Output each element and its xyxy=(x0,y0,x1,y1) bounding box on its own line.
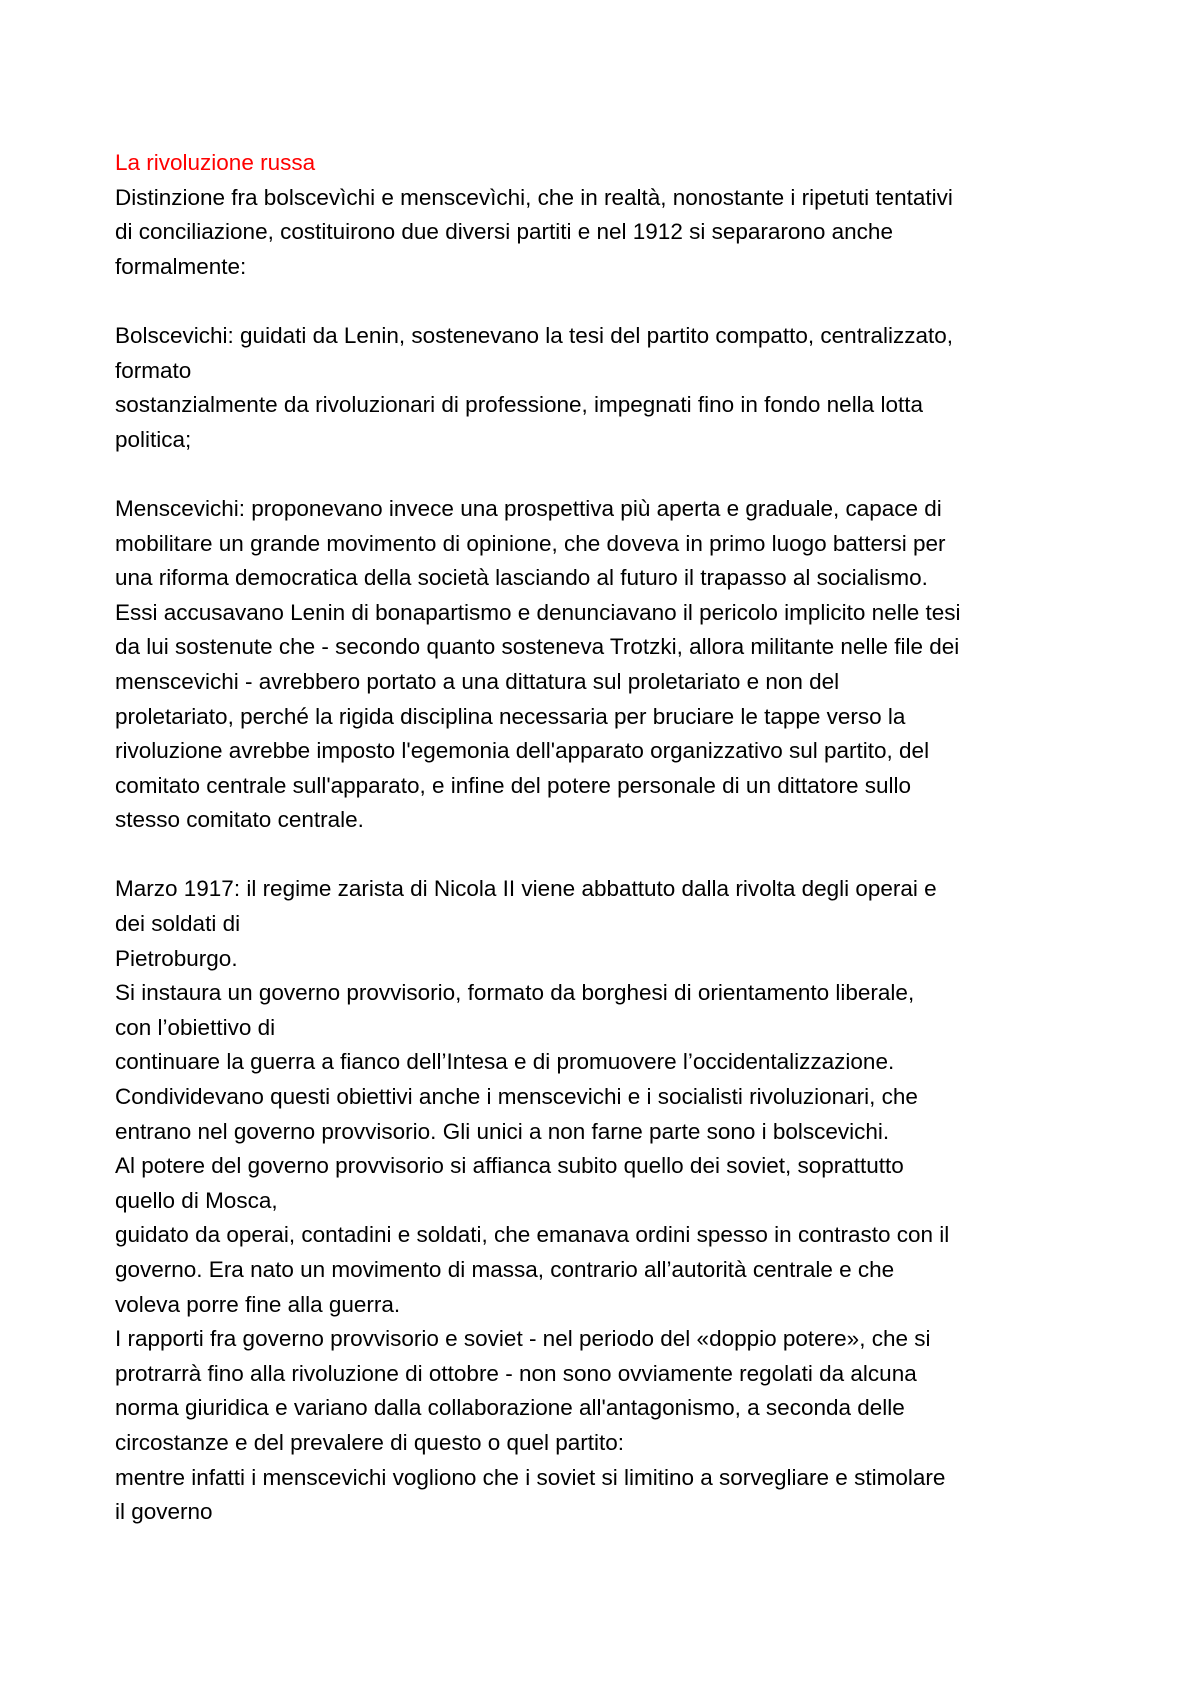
text-line: Distinzione fra bolscevìchi e menscevìchi, che in realtà, nonostante i ripetuti tentativi xyxy=(115,184,953,210)
text-line: Menscevichi: proponevano invece una prospettiva più aperta e graduale, capace di xyxy=(115,495,942,521)
text-line: norma giuridica e variano dalla collaborazione all'antagonismo, a seconda delle xyxy=(115,1395,905,1421)
text-line: politica; xyxy=(115,426,192,452)
bolscevichi-paragraph xyxy=(115,319,1100,457)
paragraph-spacer xyxy=(115,284,1100,319)
text-line: stesso comitato centrale. xyxy=(115,807,364,833)
paragraph-spacer xyxy=(115,838,1100,873)
text-line: Marzo 1917: il regime zarista di Nicola II viene abbattuto dalla rivolta degli operai e xyxy=(115,876,937,902)
text-line: da lui sostenute che - secondo quanto sosteneva Trotzki, allora militante nelle file dei xyxy=(115,634,960,660)
text-line: voleva porre fine alla guerra. xyxy=(115,1291,401,1317)
text-line: Bolscevichi: guidati da Lenin, sostenevano la tesi del partito compatto, centralizzato, xyxy=(115,322,953,348)
text-line: protrarrà fino alla rivoluzione di ottobre - non sono ovviamente regolati da alcuna xyxy=(115,1360,917,1386)
text-line: Condividevano questi obiettivi anche i menscevichi e i socialisti rivoluzionari, che xyxy=(115,1084,918,1110)
text-line: formato xyxy=(115,357,192,383)
text-line: Si instaura un governo provvisorio, formato da borghesi di orientamento liberale, xyxy=(115,980,915,1006)
text-line: sostanzialmente da rivoluzionari di professione, impegnati fino in fondo nella lotta xyxy=(115,392,923,418)
text-line: governo. Era nato un movimento di massa, contrario all’autorità centrale e che xyxy=(115,1257,895,1282)
text-line: comitato centrale sull'apparato, e infine del potere personale di un dittatore sullo xyxy=(115,772,912,798)
intro-paragraph xyxy=(115,181,1100,285)
text-line: I rapporti fra governo provvisorio e soviet - nel periodo del «doppio potere», che si xyxy=(115,1326,931,1352)
text-line: mentre infatti i menscevichi vogliono che i soviet si limitino a sorvegliare e stimolare xyxy=(115,1464,946,1490)
text-line: Al potere del governo provvisorio si affianca subito quello dei soviet, soprattutto xyxy=(115,1153,904,1179)
text-line: rivoluzione avrebbe imposto l'egemonia dell'apparato organizzativo sul partito, del xyxy=(115,738,930,764)
document-body xyxy=(115,146,1100,1530)
text-line: circostanze e del prevalere di questo o quel partito: xyxy=(115,1429,625,1455)
marzo-1917-paragraph xyxy=(115,872,1100,1529)
text-line: continuare la guerra a fianco dell’Intesa e di promuovere l’occidentalizzazione. xyxy=(115,1049,895,1075)
text-line: mobilitare un grande movimento di opinione, che doveva in primo luogo battersi per xyxy=(115,530,946,556)
text-line: di conciliazione, costituirono due diversi partiti e nel 1912 si separarono anche xyxy=(115,219,893,245)
text-line: menscevichi - avrebbero portato a una dittatura sul proletariato e non del xyxy=(115,668,840,694)
text-line: formalmente: xyxy=(115,253,247,279)
text-line: una riforma democratica della società lasciando al futuro il trapasso al socialismo. xyxy=(115,565,928,591)
text-line: entrano nel governo provvisorio. Gli unici a non farne parte sono i bolscevichi. xyxy=(115,1118,890,1144)
text-line: dei soldati di xyxy=(115,911,241,937)
paragraph-spacer xyxy=(115,457,1100,492)
document-title: La rivoluzione russa xyxy=(115,150,316,175)
text-line: Pietroburgo. xyxy=(115,945,238,971)
text-line: proletariato, perché la rigida disciplina necessaria per bruciare le tappe verso la xyxy=(115,703,906,729)
text-line: guidato da operai, contadini e soldati, che emanava ordini spesso in contrasto con il xyxy=(115,1222,950,1248)
text-line: il governo xyxy=(115,1499,213,1525)
menscevichi-paragraph xyxy=(115,492,1100,838)
text-line: quello di Mosca, xyxy=(115,1187,278,1213)
text-line: con l’obiettivo di xyxy=(115,1014,276,1040)
text-line: Essi accusavano Lenin di bonapartismo e denunciavano il pericolo implicito nelle tesi xyxy=(115,599,961,625)
